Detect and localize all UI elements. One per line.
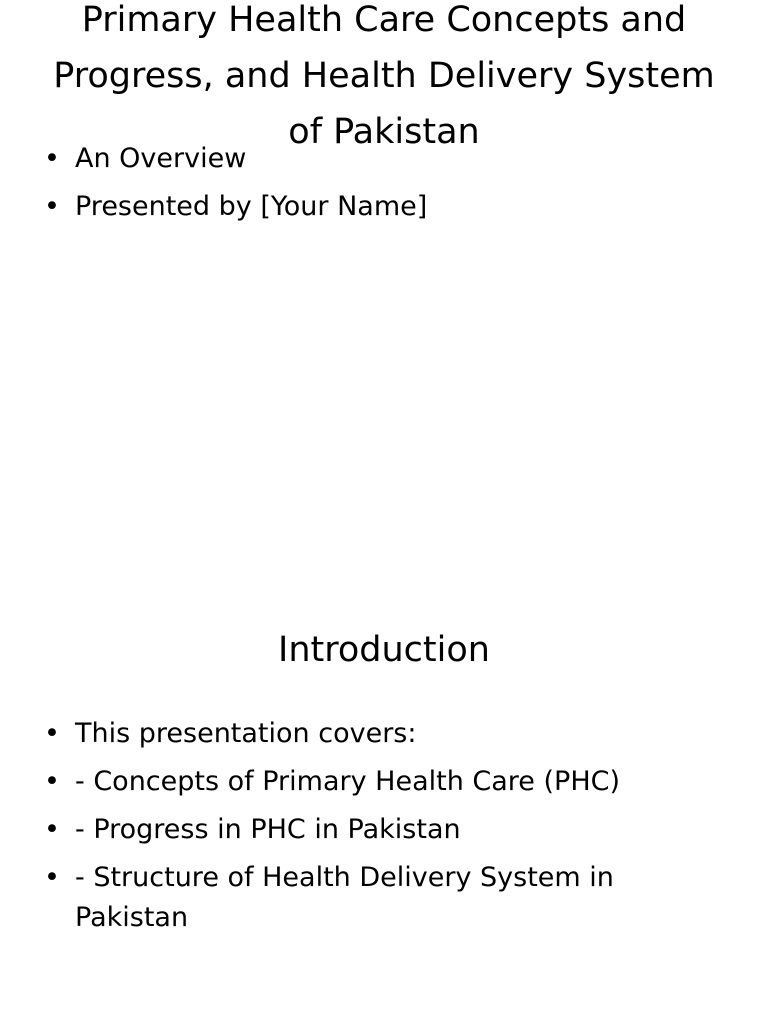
bullet-dot-icon: •: [44, 814, 60, 845]
slide-introduction: [0, 576, 768, 1024]
bullet-text: Presented by [Your Name]: [75, 191, 428, 222]
bullet-dot-icon: •: [44, 143, 60, 174]
list-item: [44, 139, 684, 179]
bullet-list: [44, 139, 684, 235]
bullet-dot-icon: •: [44, 191, 60, 222]
list-item: [44, 714, 684, 754]
list-item: [44, 187, 684, 227]
bullet-dot-icon: •: [44, 862, 60, 893]
bullet-text: This presentation covers:: [75, 718, 417, 749]
bullet-text: - Structure of Health Delivery System in Pakistan: [75, 862, 614, 933]
bullet-list: [44, 714, 684, 946]
slide-title: Introduction: [278, 630, 490, 670]
list-item: [44, 762, 684, 802]
slide-title: Primary Health Care Concepts and Progress, and Health Delivery System of Pakistan: [53, 0, 715, 152]
list-item: [44, 858, 684, 938]
bullet-dot-icon: •: [44, 718, 60, 749]
list-item: [44, 810, 684, 850]
bullet-text: - Progress in PHC in Pakistan: [75, 814, 461, 845]
bullet-text: An Overview: [75, 143, 247, 174]
bullet-dot-icon: •: [44, 766, 60, 797]
bullet-text: - Concepts of Primary Health Care (PHC): [75, 766, 621, 797]
